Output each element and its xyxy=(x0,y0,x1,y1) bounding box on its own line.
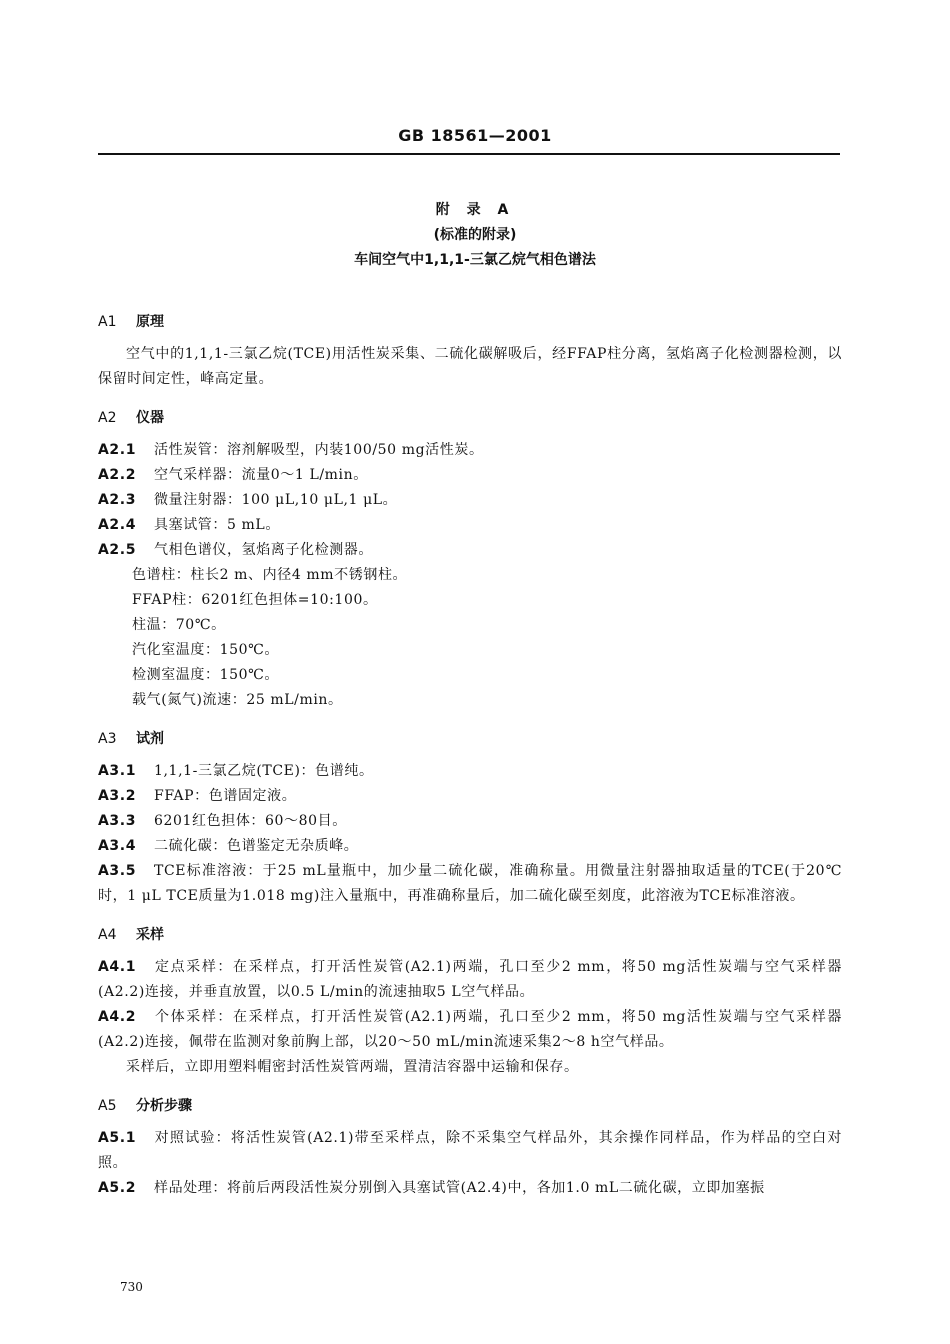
section-heading-a5 xyxy=(98,1092,842,1120)
instrument-list xyxy=(98,438,842,713)
instrument-condition: 色谱柱：柱长2 m、内径4 mm不锈钢柱。 xyxy=(132,567,408,583)
section-title: 试剂 xyxy=(136,731,164,747)
item-text: 个体采样：在采样点，打开活性炭管(A2.1)两端，孔口至少2 mm，将50 mg活性炭端与空气采样器(A2.2)连接，佩带在监测对象前胸上部，以20～50 mL/min流速采集2～8 h空气样品。 xyxy=(98,1009,842,1050)
item-text: 活性炭管：溶剂解吸型，内装100/50 mg活性炭。 xyxy=(154,442,484,458)
item-label: A2.2 xyxy=(98,467,137,483)
item-text: 定点采样：在采样点，打开活性炭管(A2.1)两端，孔口至少2 mm，将50 mg活性炭端与空气采样器(A2.2)连接，并垂直放置，以0.5 L/min的流速抽取5 L空气样品。 xyxy=(98,959,842,1000)
section-number: A2 xyxy=(98,410,117,426)
instrument-condition: FFAP柱：6201红色担体=10:100。 xyxy=(132,592,378,608)
list-item xyxy=(98,1005,842,1055)
item-label: A4.1 xyxy=(98,959,137,975)
item-label: A5.2 xyxy=(98,1180,137,1196)
item-text: 气相色谱仪，氢焰离子化检测器。 xyxy=(154,542,373,558)
item-text: 空气采样器：流量0～1 L/min。 xyxy=(154,467,368,483)
sampling-list xyxy=(98,955,842,1080)
section-title: 原理 xyxy=(136,314,164,330)
item-text: 具塞试管：5 mL。 xyxy=(154,517,280,533)
page-number: 730 xyxy=(120,1280,143,1294)
list-item xyxy=(98,834,842,859)
instrument-condition: 柱温：70℃。 xyxy=(132,617,226,633)
section-number: A4 xyxy=(98,927,117,943)
item-text: 对照试验：将活性炭管(A2.1)带至采样点，除不采集空气样品外，其余操作同样品，作为样品的空白对照。 xyxy=(98,1130,842,1171)
document-title: 车间空气中1,1,1-三氯乙烷气相色谱法 xyxy=(354,252,596,268)
analysis-list xyxy=(98,1126,842,1201)
sampling-note: 采样后，立即用塑料帽密封活性炭管两端，置清洁容器中运输和保存。 xyxy=(126,1059,579,1075)
list-item xyxy=(98,438,842,463)
item-text: 微量注射器：100 μL,10 μL,1 μL。 xyxy=(154,492,398,508)
section-number: A1 xyxy=(98,314,117,330)
item-label: A3.4 xyxy=(98,838,137,854)
standard-code-header: GB 18561—2001 xyxy=(398,126,552,145)
item-text: 6201红色担体：60～80目。 xyxy=(154,813,347,829)
list-item xyxy=(98,1176,842,1201)
document-body xyxy=(98,308,842,1201)
item-text: TCE标准溶液：于25 mL量瓶中，加少量二硫化碳，准确称量。用微量注射器抽取适量的TCE(于20℃时，1 μL TCE质量为1.018 mg)注入量瓶中，再准确称量后，加二硫化碳至刻度，此溶液为TCE标准溶液。 xyxy=(98,863,842,904)
header-rule xyxy=(98,153,840,155)
list-item xyxy=(98,513,842,538)
item-label: A5.1 xyxy=(98,1130,137,1146)
appendix-title-block xyxy=(0,198,950,273)
list-item xyxy=(98,784,842,809)
item-label: A2.1 xyxy=(98,442,137,458)
list-item xyxy=(98,759,842,784)
appendix-label: 附 录 A xyxy=(435,202,515,218)
list-item xyxy=(98,538,842,563)
item-label: A3.3 xyxy=(98,813,137,829)
item-label: A2.5 xyxy=(98,542,137,558)
list-item xyxy=(98,859,842,909)
item-label: A4.2 xyxy=(98,1009,137,1025)
item-label: A3.1 xyxy=(98,763,137,779)
item-label: A2.3 xyxy=(98,492,137,508)
instrument-condition: 汽化室温度：150℃。 xyxy=(132,642,279,658)
principle-paragraph: 空气中的1,1,1-三氯乙烷(TCE)用活性炭采集、二硫化碳解吸后，经FFAP柱分离，氢焰离子化检测器检测，以保留时间定性，峰高定量。 xyxy=(98,346,842,387)
list-item xyxy=(98,1126,842,1176)
section-number: A3 xyxy=(98,731,117,747)
list-item xyxy=(98,955,842,1005)
appendix-subtitle: (标准的附录) xyxy=(433,227,517,243)
item-label: A3.5 xyxy=(98,863,137,879)
list-item xyxy=(98,809,842,834)
reagent-list xyxy=(98,759,842,909)
section-heading-a4 xyxy=(98,921,842,949)
section-title: 采样 xyxy=(136,927,164,943)
item-label: A3.2 xyxy=(98,788,137,804)
list-item xyxy=(98,488,842,513)
section-title: 分析步骤 xyxy=(136,1098,192,1114)
item-label: A2.4 xyxy=(98,517,137,533)
section-heading-a3 xyxy=(98,725,842,753)
item-text: 样品处理：将前后两段活性炭分别倒入具塞试管(A2.4)中，各加1.0 mL二硫化碳，立即加塞振 xyxy=(154,1180,765,1196)
instrument-condition: 检测室温度：150℃。 xyxy=(132,667,279,683)
section-title: 仪器 xyxy=(136,410,164,426)
list-item xyxy=(98,463,842,488)
item-text: FFAP：色谱固定液。 xyxy=(154,788,297,804)
section-number: A5 xyxy=(98,1098,117,1114)
item-text: 二硫化碳：色谱鉴定无杂质峰。 xyxy=(154,838,359,854)
section-heading-a1 xyxy=(98,308,842,336)
item-text: 1,1,1-三氯乙烷(TCE)：色谱纯。 xyxy=(154,763,374,779)
section-heading-a2 xyxy=(98,404,842,432)
instrument-condition: 载气(氮气)流速：25 mL/min。 xyxy=(132,692,343,708)
